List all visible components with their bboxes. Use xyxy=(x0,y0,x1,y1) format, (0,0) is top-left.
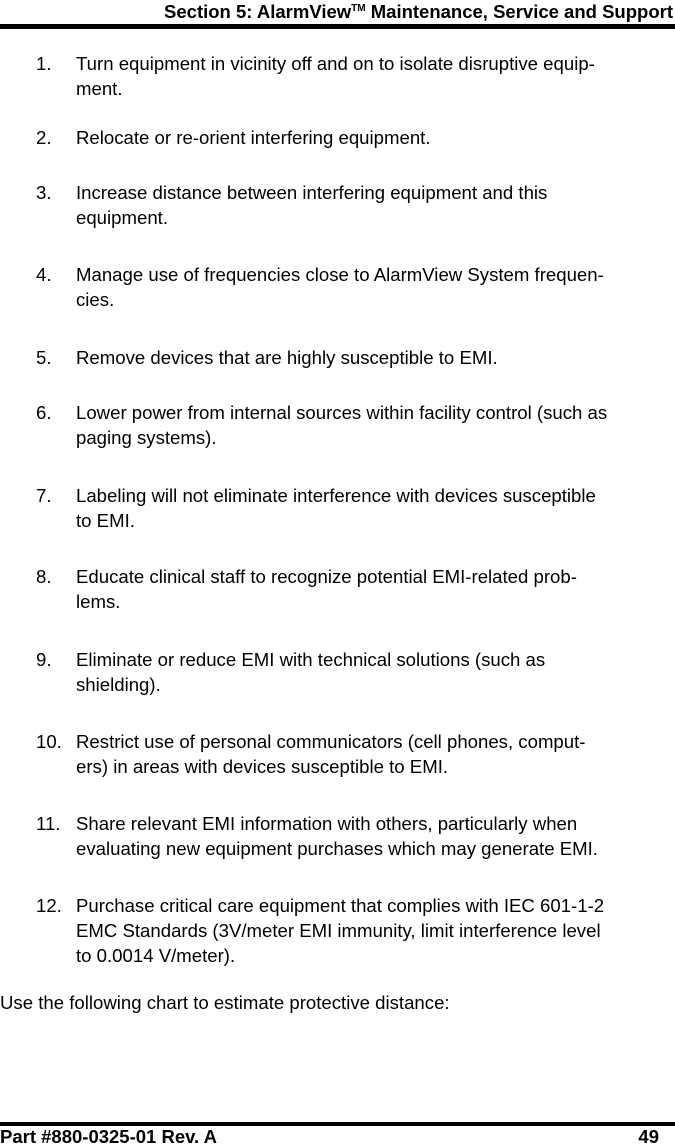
item-line: Increase distance between interfering equipment and this xyxy=(76,182,548,203)
item-number: 9. xyxy=(36,649,52,670)
item-line: to EMI. xyxy=(76,510,135,531)
item-text xyxy=(76,729,674,779)
item-line: Manage use of frequencies close to AlarmView System frequen- xyxy=(76,264,604,285)
trademark-mark: TM xyxy=(351,3,366,14)
page-number: 49 xyxy=(638,1126,659,1147)
item-line: paging systems). xyxy=(76,427,217,448)
item-text xyxy=(76,125,674,150)
item-text xyxy=(76,893,674,968)
item-line: cies. xyxy=(76,289,115,310)
item-line: ers) in areas with devices susceptible to EMI. xyxy=(76,756,449,777)
item-line: lems. xyxy=(76,591,121,612)
title-suffix: Maintenance, Service and Support xyxy=(365,1,673,22)
item-line: Relocate or re-orient interfering equipment. xyxy=(76,127,431,148)
item-number: 5. xyxy=(36,347,52,368)
item-number: 4. xyxy=(36,264,52,285)
item-line: Eliminate or reduce EMI with technical solutions (such as xyxy=(76,649,546,670)
item-number: 2. xyxy=(36,127,52,148)
chart-intro-text: Use the following chart to estimate protective distance: xyxy=(0,992,450,1013)
item-line: ment. xyxy=(76,78,123,99)
item-line: equipment. xyxy=(76,207,168,228)
item-text xyxy=(76,51,674,101)
item-line: EMC Standards (3V/meter EMI immunity, limit interference level xyxy=(76,920,601,941)
item-line: Labeling will not eliminate interference with devices susceptible xyxy=(76,485,596,506)
item-number: 10. xyxy=(36,731,62,752)
item-number: 1. xyxy=(36,53,52,74)
item-text xyxy=(76,262,674,312)
item-line: Remove devices that are highly susceptible to EMI. xyxy=(76,347,498,368)
item-number: 8. xyxy=(36,566,52,587)
page-title xyxy=(164,2,673,22)
item-line: evaluating new equipment purchases which may generate EMI. xyxy=(76,838,598,859)
item-line: Restrict use of personal communicators (cell phones, comput- xyxy=(76,731,586,752)
item-text xyxy=(76,483,674,533)
item-text xyxy=(76,345,674,370)
item-text xyxy=(76,811,674,861)
title-prefix: Section 5: AlarmView xyxy=(164,1,352,22)
item-text xyxy=(76,647,674,697)
part-number: Part #880-0325-01 Rev. A xyxy=(0,1126,217,1147)
item-number: 3. xyxy=(36,182,52,203)
item-line: shielding). xyxy=(76,674,161,695)
item-line: Educate clinical staff to recognize potential EMI-related prob- xyxy=(76,566,577,587)
item-line: Share relevant EMI information with others, particularly when xyxy=(76,813,578,834)
item-line: Lower power from internal sources within facility control (such as xyxy=(76,402,608,423)
item-number: 11. xyxy=(36,813,61,834)
header-rule xyxy=(0,24,675,29)
page-header xyxy=(0,0,675,30)
item-number: 7. xyxy=(36,485,52,506)
item-number: 6. xyxy=(36,402,52,423)
item-line: to 0.0014 V/meter). xyxy=(76,945,236,966)
item-text xyxy=(76,180,674,230)
item-line: Turn equipment in vicinity off and on to isolate disruptive equip- xyxy=(76,53,595,74)
item-line: Purchase critical care equipment that complies with IEC 601-1-2 xyxy=(76,895,605,916)
item-text xyxy=(76,564,674,614)
item-number: 12. xyxy=(36,895,62,916)
item-text xyxy=(76,400,674,450)
